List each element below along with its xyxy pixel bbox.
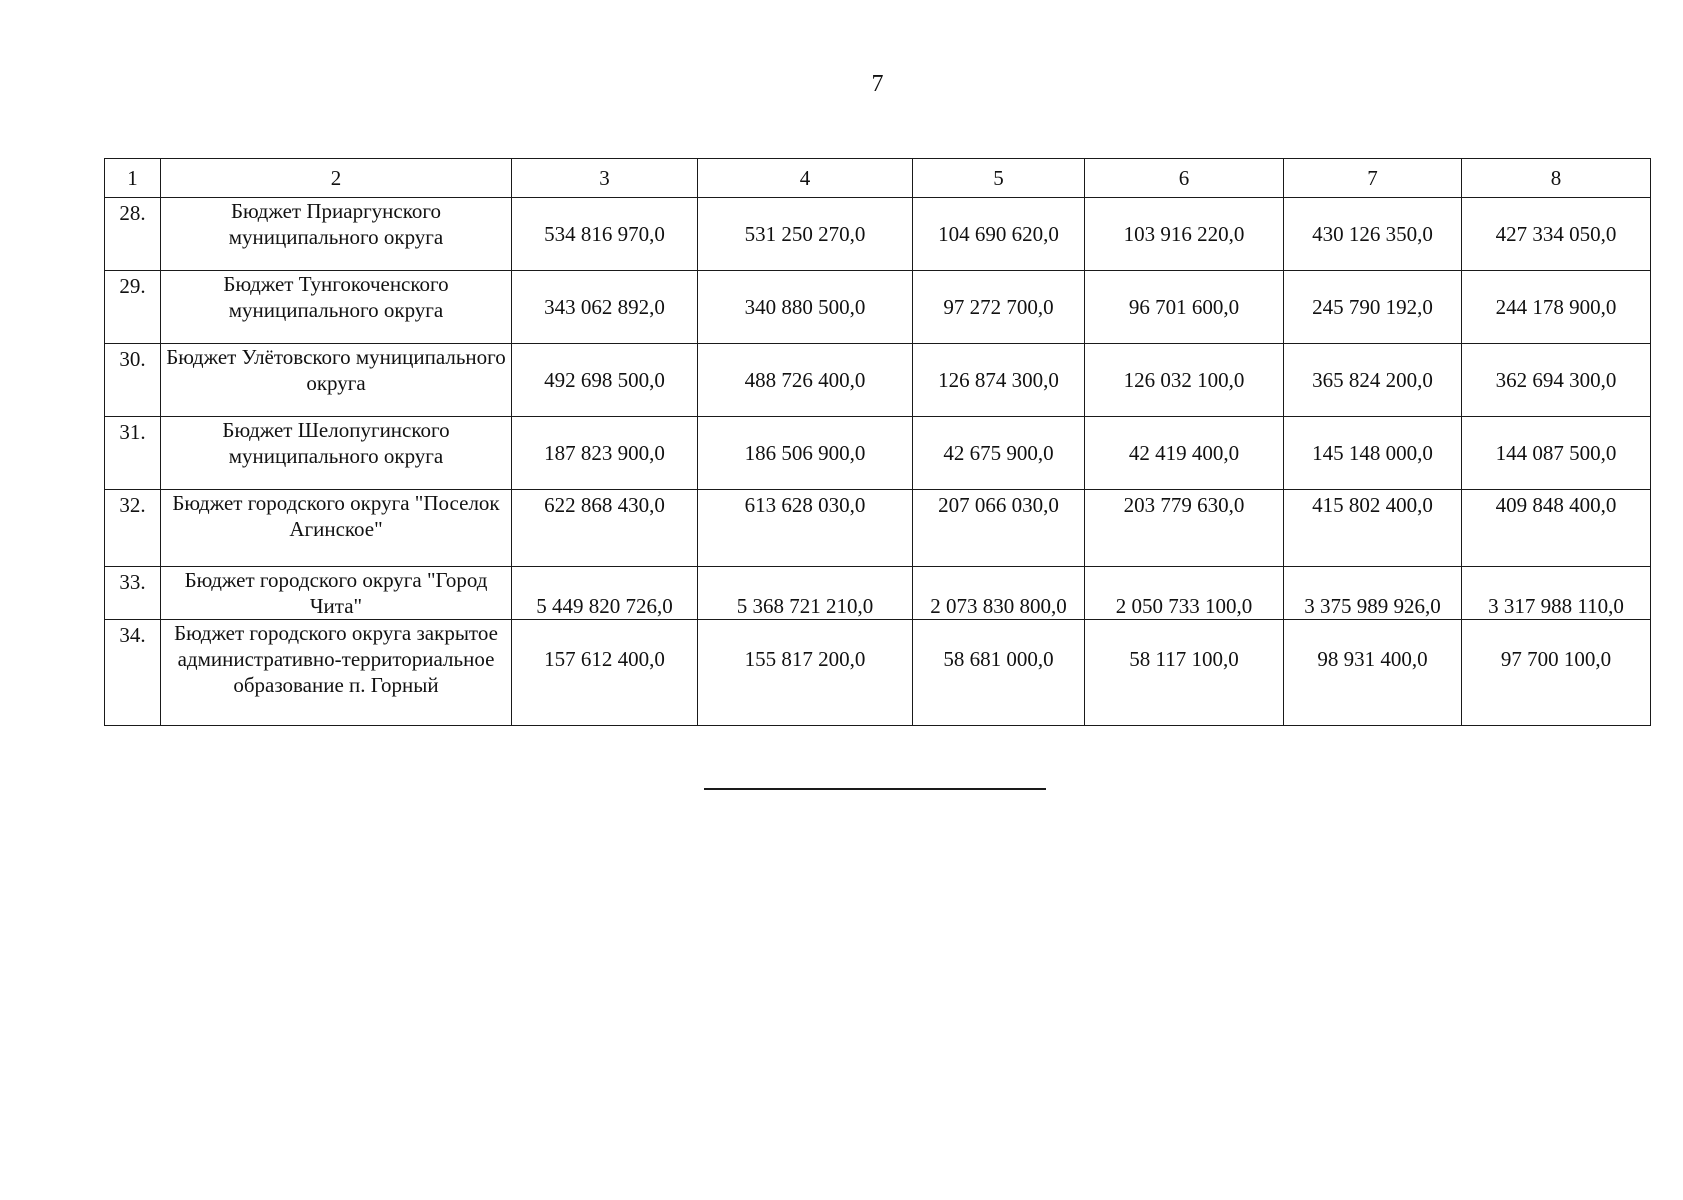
value-cell: 531 250 270,0 [698, 198, 913, 271]
value-cell: 415 802 400,0 [1284, 490, 1462, 567]
budget-name: Бюджет городского округа закрытое административно-территориальное образование п. Горный [161, 620, 512, 726]
budget-name: Бюджет Шелопугинского муниципального округа [161, 417, 512, 490]
value-cell: 98 931 400,0 [1284, 620, 1462, 726]
budget-name: Бюджет Приаргунского муниципального округа [161, 198, 512, 271]
value-cell: 145 148 000,0 [1284, 417, 1462, 490]
value-cell: 5 449 820 726,0 [512, 567, 698, 620]
column-header: 6 [1085, 159, 1284, 198]
value-cell: 2 050 733 100,0 [1085, 567, 1284, 620]
column-header: 3 [512, 159, 698, 198]
table-row [105, 271, 1651, 344]
budget-name: Бюджет городского округа "Поселок Агинское" [161, 490, 512, 567]
row-number: 31. [105, 417, 161, 490]
value-cell: 126 032 100,0 [1085, 344, 1284, 417]
value-cell: 97 272 700,0 [913, 271, 1085, 344]
table-row [105, 567, 1651, 620]
end-of-document-line [704, 788, 1046, 790]
value-cell: 340 880 500,0 [698, 271, 913, 344]
column-header: 7 [1284, 159, 1462, 198]
value-cell: 488 726 400,0 [698, 344, 913, 417]
page-number: 7 [871, 71, 884, 97]
value-cell: 5 368 721 210,0 [698, 567, 913, 620]
row-number: 30. [105, 344, 161, 417]
table-row [105, 417, 1651, 490]
value-cell: 58 681 000,0 [913, 620, 1085, 726]
value-cell: 3 317 988 110,0 [1462, 567, 1651, 620]
column-header: 8 [1462, 159, 1651, 198]
value-cell: 362 694 300,0 [1462, 344, 1651, 417]
value-cell: 155 817 200,0 [698, 620, 913, 726]
value-cell: 97 700 100,0 [1462, 620, 1651, 726]
budget-name: Бюджет Улётовского муниципального округа [161, 344, 512, 417]
budget-table [104, 158, 1651, 726]
value-cell: 187 823 900,0 [512, 417, 698, 490]
value-cell: 157 612 400,0 [512, 620, 698, 726]
header-row [105, 159, 1651, 198]
row-number: 29. [105, 271, 161, 344]
column-header: 5 [913, 159, 1085, 198]
budget-name: Бюджет городского округа "Город Чита" [161, 567, 512, 620]
value-cell: 492 698 500,0 [512, 344, 698, 417]
value-cell: 365 824 200,0 [1284, 344, 1462, 417]
value-cell: 613 628 030,0 [698, 490, 913, 567]
value-cell: 96 701 600,0 [1085, 271, 1284, 344]
value-cell: 104 690 620,0 [913, 198, 1085, 271]
table-row [105, 620, 1651, 726]
column-header: 4 [698, 159, 913, 198]
value-cell: 534 816 970,0 [512, 198, 698, 271]
table-row [105, 490, 1651, 567]
budget-name: Бюджет Тунгокоченского муниципального округа [161, 271, 512, 344]
value-cell: 245 790 192,0 [1284, 271, 1462, 344]
row-number: 34. [105, 620, 161, 726]
column-header: 2 [161, 159, 512, 198]
value-cell: 42 675 900,0 [913, 417, 1085, 490]
value-cell: 2 073 830 800,0 [913, 567, 1085, 620]
value-cell: 343 062 892,0 [512, 271, 698, 344]
value-cell: 409 848 400,0 [1462, 490, 1651, 567]
column-header: 1 [105, 159, 161, 198]
value-cell: 126 874 300,0 [913, 344, 1085, 417]
value-cell: 427 334 050,0 [1462, 198, 1651, 271]
value-cell: 622 868 430,0 [512, 490, 698, 567]
value-cell: 144 087 500,0 [1462, 417, 1651, 490]
value-cell: 207 066 030,0 [913, 490, 1085, 567]
row-number: 33. [105, 567, 161, 620]
row-number: 28. [105, 198, 161, 271]
row-number: 32. [105, 490, 161, 567]
value-cell: 42 419 400,0 [1085, 417, 1284, 490]
value-cell: 58 117 100,0 [1085, 620, 1284, 726]
value-cell: 186 506 900,0 [698, 417, 913, 490]
value-cell: 430 126 350,0 [1284, 198, 1462, 271]
table-row [105, 344, 1651, 417]
value-cell: 203 779 630,0 [1085, 490, 1284, 567]
table-row [105, 198, 1651, 271]
value-cell: 3 375 989 926,0 [1284, 567, 1462, 620]
value-cell: 103 916 220,0 [1085, 198, 1284, 271]
value-cell: 244 178 900,0 [1462, 271, 1651, 344]
